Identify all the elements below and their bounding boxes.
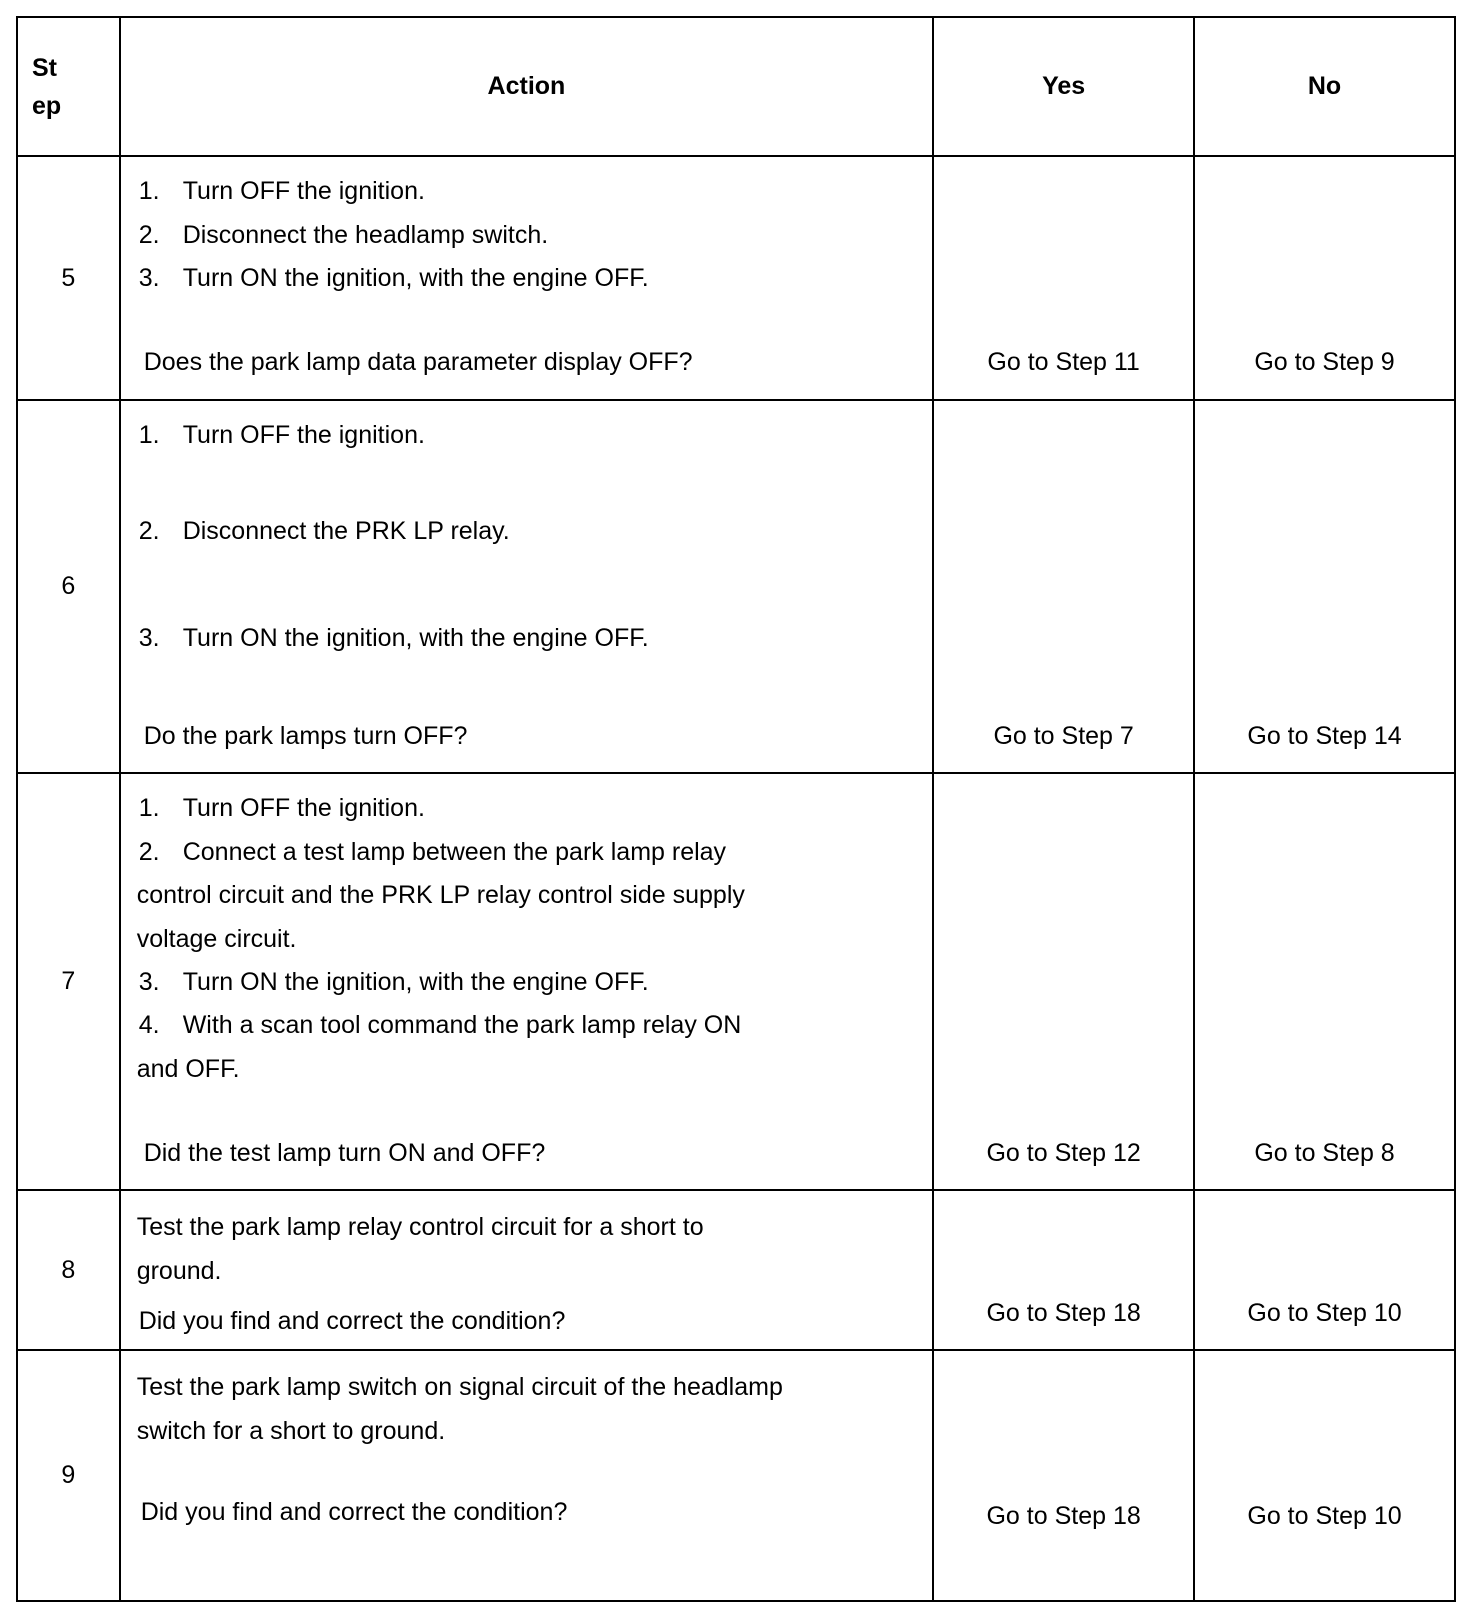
yes-result: Go to Step 7 <box>993 722 1134 750</box>
action-line <box>137 1257 222 1286</box>
line-number: 4. <box>138 1011 160 1039</box>
line-text: switch for a short to ground. <box>136 1417 446 1445</box>
action-question: Did you find and correct the condition? <box>138 1307 566 1335</box>
line-text: Turn OFF the ignition. <box>182 177 425 205</box>
line-text: Turn ON the ignition, with the engine OFF. <box>182 968 649 996</box>
step-column-header <box>17 17 120 156</box>
action-line <box>139 624 649 653</box>
no-cell <box>1194 1190 1455 1350</box>
yes-result: Go to Step 11 <box>987 348 1140 376</box>
line-text: Connect a test lamp between the park lamp relay <box>182 838 727 866</box>
line-number: 2. <box>138 838 160 866</box>
action-line <box>139 838 726 867</box>
yes-cell <box>933 1190 1194 1350</box>
action-question: Did you find and correct the condition? <box>140 1498 568 1526</box>
line-text: control circuit and the PRK LP relay control side supply <box>136 881 745 909</box>
no-cell <box>1194 156 1455 400</box>
action-question: Did the test lamp turn ON and OFF? <box>143 1139 546 1167</box>
line-number: 1. <box>138 794 160 822</box>
line-text: Turn OFF the ignition. <box>182 794 425 822</box>
step-number: 7 <box>17 773 120 1190</box>
no-result: Go to Step 9 <box>1254 348 1395 376</box>
line-number: 1. <box>138 177 160 205</box>
action-line <box>139 221 548 250</box>
table-row <box>17 156 1455 400</box>
header-row <box>17 17 1455 156</box>
no-result: Go to Step 14 <box>1247 722 1402 750</box>
line-text: Test the park lamp relay control circuit for a short to <box>136 1213 704 1241</box>
line-text: Turn ON the ignition, with the engine OFF. <box>182 624 649 652</box>
table-row <box>17 400 1455 773</box>
table-row <box>17 773 1455 1190</box>
action-line <box>139 794 425 823</box>
step-number: 9 <box>17 1350 120 1601</box>
step-number: 6 <box>17 400 120 773</box>
yes-cell <box>933 773 1194 1190</box>
action-line <box>137 925 297 954</box>
line-text: and OFF. <box>136 1055 240 1083</box>
action-cell <box>120 156 933 400</box>
no-cell <box>1194 400 1455 773</box>
action-line <box>137 1055 240 1084</box>
line-number: 3. <box>138 624 160 652</box>
yes-cell <box>933 400 1194 773</box>
line-number: 1. <box>138 421 160 449</box>
diagnostic-table <box>16 16 1456 1602</box>
no-cell <box>1194 773 1455 1190</box>
step-number: 8 <box>17 1190 120 1350</box>
no-result: Go to Step 8 <box>1254 1139 1395 1167</box>
yes-result: Go to Step 18 <box>986 1299 1141 1327</box>
action-line <box>139 421 425 450</box>
action-cell <box>120 1350 933 1601</box>
line-number: 3. <box>138 968 160 996</box>
yes-column-header: Yes <box>933 17 1194 156</box>
line-text: With a scan tool command the park lamp relay ON <box>182 1011 742 1039</box>
step-number: 5 <box>17 156 120 400</box>
line-text: voltage circuit. <box>136 925 297 953</box>
line-text: Disconnect the PRK LP relay. <box>182 517 510 545</box>
action-line <box>137 1373 783 1402</box>
no-cell <box>1194 1350 1455 1601</box>
line-text: Turn ON the ignition, with the engine OFF. <box>182 264 649 292</box>
yes-result: Go to Step 12 <box>986 1139 1141 1167</box>
no-result: Go to Step 10 <box>1247 1502 1402 1530</box>
action-line <box>139 264 649 293</box>
no-result: Go to Step 10 <box>1247 1299 1402 1327</box>
table-row <box>17 1350 1455 1601</box>
line-number: 3. <box>138 264 160 292</box>
yes-cell <box>933 156 1194 400</box>
line-number: 2. <box>138 517 160 545</box>
line-text: Disconnect the headlamp switch. <box>182 221 549 249</box>
line-number: 2. <box>138 221 160 249</box>
action-column-header: Action <box>120 17 933 156</box>
yes-cell <box>933 1350 1194 1601</box>
no-column-header: No <box>1194 17 1455 156</box>
step-header-line1: St <box>32 53 57 82</box>
action-line <box>139 968 649 997</box>
step-header-line2: ep <box>32 91 62 120</box>
table-row <box>17 1190 1455 1350</box>
action-line <box>137 1213 704 1242</box>
line-text: ground. <box>136 1257 222 1285</box>
action-question: Do the park lamps turn OFF? <box>143 722 468 750</box>
action-line <box>139 177 425 206</box>
action-cell <box>120 400 933 773</box>
line-text: Turn OFF the ignition. <box>182 421 425 449</box>
action-line <box>139 517 510 546</box>
action-cell <box>120 773 933 1190</box>
action-cell <box>120 1190 933 1350</box>
action-line <box>137 881 745 910</box>
action-line <box>139 1011 742 1040</box>
line-text: Test the park lamp switch on signal circuit of the headlamp <box>136 1373 783 1401</box>
action-question: Does the park lamp data parameter display OFF? <box>143 348 693 376</box>
action-line <box>137 1417 445 1446</box>
yes-result: Go to Step 18 <box>986 1502 1141 1530</box>
